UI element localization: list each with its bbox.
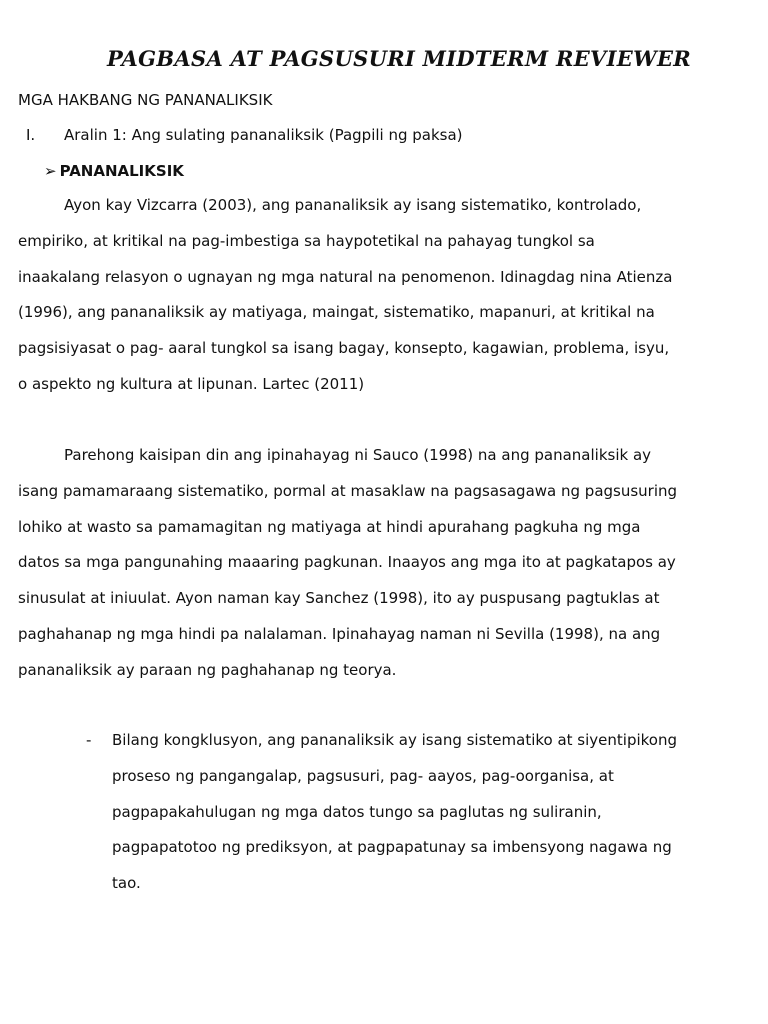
document-title: PAGBASA AT PAGSUSURI MIDTERM REVIEWER bbox=[106, 46, 692, 71]
paragraph-sauco bbox=[18, 438, 730, 689]
section-heading: MGA HAKBANG NG PANANALIKSIK bbox=[18, 91, 273, 109]
paragraph-definition bbox=[18, 188, 730, 403]
paragraph-line: lohiko at wasto sa pamamagitan ng matiyaga at hindi apurahang pagkuha ng mga bbox=[18, 517, 641, 536]
paragraph-line: paghahanap ng mga hindi pa nalalaman. Ipinahayag naman ni Sevilla (1998), na ang bbox=[18, 624, 661, 643]
subsection-label: PANANALIKSIK bbox=[59, 162, 184, 180]
subsection-title bbox=[44, 162, 184, 180]
paragraph-line: inaakalang relasyon o ugnayan ng mga natural na penomenon. Idinagdag nina Atienza bbox=[18, 267, 673, 286]
conclusion-text bbox=[112, 723, 742, 902]
conclusion-line: proseso ng pangangalap, pagsusuri, pag- aayos, pag-oorganisa, at bbox=[112, 766, 614, 785]
paragraph-line: isang pamamaraang sistematiko, pormal at masaklaw na pagsasagawa ng pagsusuring bbox=[18, 481, 678, 500]
conclusion-line: pagpapatotoo ng prediksyon, at pagpapatunay sa imbensyong nagawa ng bbox=[112, 838, 672, 857]
paragraph-line: (1996), ang pananaliksik ay matiyaga, maingat, sistematiko, mapanuri, at kritikal na bbox=[18, 303, 655, 322]
paragraph-line: pananaliksik ay paraan ng paghahanap ng teorya. bbox=[18, 660, 397, 679]
paragraph-line: datos sa mga pangunahing maaaring pagkunan. Inaayos ang mga ito at pagkatapos ay bbox=[18, 553, 676, 572]
paragraph-line: o aspekto ng kultura at lipunan. Lartec (2011) bbox=[18, 374, 365, 393]
paragraph-line: pagsisiyasat o pag- aaral tungkol sa isang bagay, konsepto, kagawian, problema, isyu, bbox=[18, 339, 670, 358]
paragraph-line: Parehong kaisipan din ang ipinahayag ni Sauco (1998) na ang pananaliksik ay bbox=[64, 446, 652, 464]
conclusion-line: pagpapakahulugan ng mga datos tungo sa paglutas ng suliranin, bbox=[112, 802, 602, 821]
lesson-text: Aralin 1: Ang sulating pananaliksik (Pagpili ng paksa) bbox=[64, 126, 463, 144]
paragraph-line: empiriko, at kritikal na pag-imbestiga sa haypotetikal na pahayag tungkol sa bbox=[18, 231, 595, 250]
dash-bullet-icon: - bbox=[86, 731, 92, 749]
paragraph-line: sinusulat at iniuulat. Ayon naman kay Sanchez (1998), ito ay puspusang pagtuklas at bbox=[18, 589, 660, 608]
arrow-bullet-icon: ➢ bbox=[44, 162, 57, 180]
conclusion-line: tao. bbox=[112, 874, 141, 893]
conclusion-line: Bilang kongklusyon, ang pananaliksik ay isang sistematiko at siyentipikong bbox=[112, 731, 677, 749]
lesson-item bbox=[26, 126, 463, 144]
lesson-number: I. bbox=[26, 126, 36, 144]
paragraph-line: Ayon kay Vizcarra (2003), ang pananaliksik ay isang sistematiko, kontrolado, bbox=[64, 196, 642, 214]
